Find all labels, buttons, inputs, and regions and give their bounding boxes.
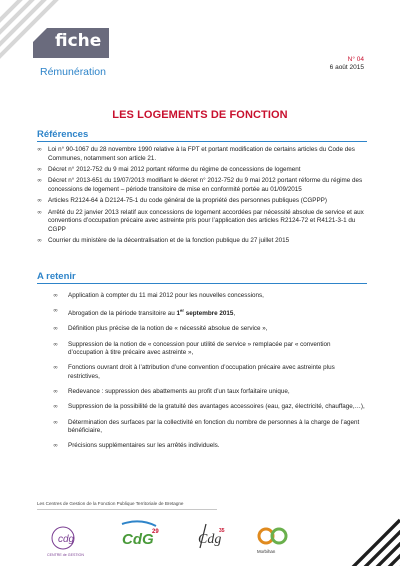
retenir-item: ∞ Suppression de la notion de « concession pour utilité de service » remplacée par « convention d’occupation à titre précaire avec astreinte », [53,340,331,357]
bullet-icon: ∞ [53,418,58,426]
bullet-icon: ∞ [53,292,58,299]
retenir-heading: A retenir [37,271,76,282]
fiche-date: 6 août 2015 [329,64,364,71]
category-label: Rémunération [40,66,106,78]
bullet-icon: ∞ [53,403,58,411]
fiche-number: N° 04 [347,56,364,63]
bullet-icon: ∞ [37,208,42,216]
cdg29-logo [122,521,159,548]
bullet-icon: ∞ [37,165,42,173]
retenir-item: ∞ Redevance : suppression des abattements au profit d’un taux forfaitaire unique, [53,388,290,396]
svg-text:Morbihan: Morbihan [257,549,276,554]
bullet-icon: ∞ [37,146,42,153]
cdg22-logo [47,527,84,557]
svg-text:35: 35 [219,528,225,534]
references-list [37,146,367,249]
svg-text:Cdg: Cdg [198,532,222,547]
bullet-icon: ∞ [53,364,58,372]
references-heading: Références [37,129,89,140]
cdg56-logo [257,529,286,554]
bullet-icon: ∞ [37,197,42,205]
reference-item: ∞ Loi n° 90-1067 du 28 novembre 1990 relative à la FPT et portant modification de certains articles du Code des Communes, notamment son article 21. [37,146,355,162]
bullet-icon: ∞ [53,307,58,315]
bullet-icon: ∞ [37,237,42,245]
reference-item: ∞ Articles R2124-64 à D2124-75-1 du code général de la propriété des personnes publiques (CGPPP) [37,197,327,205]
fiche-label: fiche [55,31,102,51]
bullet-icon: ∞ [53,325,58,333]
decorative-stripes-bottom [330,516,400,566]
svg-text:CENTRE de GESTION: CENTRE de GESTION [47,553,84,557]
references-divider [37,141,367,142]
svg-text:CdG: CdG [122,531,154,548]
bullet-icon: ∞ [53,340,58,348]
retenir-item: ∞ Application à compter du 11 mai 2012 pour les nouvelles concessions, [53,292,264,299]
reference-item: ∞ Décret n° 2013-651 du 19/07/2013 modifiant le décret n° 2012-752 du 9 mai 2012 portant réforme du régime des concessions de logement – période transitoire de mise en conformité portée au 01/09/2015 [37,177,363,193]
retenir-item: ∞ Abrogation de la période transitoire au 1er septembre 2015, [53,307,236,318]
svg-text:cdg: cdg [58,534,75,545]
retenir-list [53,292,365,458]
bullet-icon: ∞ [53,442,58,450]
retenir-item: ∞ Définition plus précise de la notion de « nécessité absolue de service », [53,325,268,333]
reference-item: ∞ Arrêté du 22 janvier 2013 relatif aux concessions de logement accordées par nécessité absolue de service et aux conventions d’occupation précaire avec astreinte pris pour l’application des articles R2124-72 et R4121-3-1 du CGPP [37,208,364,233]
retenir-item: ∞ Fonctions ouvrant droit à l’attribution d’une convention d’occupation précaire avec astreinte plus restrictives, [53,364,335,381]
bullet-icon: ∞ [53,388,58,396]
fiche-badge [33,28,109,58]
cdg35-logo [198,524,225,548]
bullet-icon: ∞ [37,177,42,185]
footer-text: Les Centres de Gestion de la Fonction Publique Territoriale de Bretagne [37,501,184,506]
retenir-item: ∞ Détermination des surfaces par la collectivité en fonction du nombre de personnes à la charge de l’agent bénéficiaire, [53,418,360,435]
retenir-item: ∞ Précisions supplémentaires sur les arrêtés individuels. [53,442,220,450]
svg-text:29: 29 [152,529,159,535]
reference-item: ∞ Courrier du ministère de la décentralisation et de la fonction publique du 27 juillet 2015 [37,237,290,245]
retenir-divider [37,283,367,284]
retenir-item: ∞ Suppression de la possibilité de la gratuité des avantages accessoires (eau, gaz, électricité, chauffage,…), [53,403,365,411]
footer-divider [37,509,217,510]
page-title: LES LOGEMENTS DE FONCTION [112,109,288,121]
reference-item: ∞ Décret n° 2012-752 du 9 mai 2012 portant réforme du régime de concessions de logement [37,165,301,173]
